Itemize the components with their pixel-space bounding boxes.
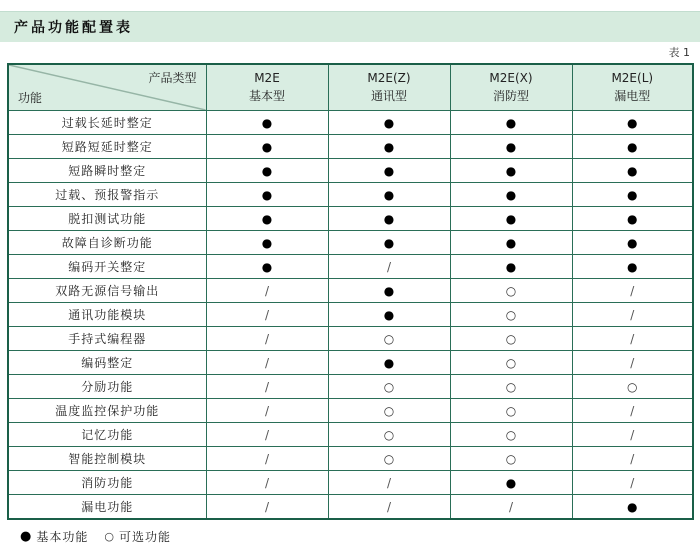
optional-function-circle: ○ xyxy=(450,279,572,303)
basic-function-dot: ● xyxy=(572,207,693,231)
not-available-slash: / xyxy=(328,255,450,279)
basic-function-dot: ● xyxy=(572,111,693,135)
not-available-slash: / xyxy=(572,351,693,375)
basic-function-dot: ● xyxy=(450,255,572,279)
optional-function-circle: ○ xyxy=(572,375,693,399)
page-title-bar xyxy=(0,11,700,42)
basic-function-dot: ● xyxy=(206,159,328,183)
optional-function-circle: ○ xyxy=(450,399,572,423)
optional-function-circle: ○ xyxy=(450,327,572,351)
function-label: 短路短延时整定 xyxy=(8,135,206,159)
table-row xyxy=(8,255,693,279)
not-available-slash: / xyxy=(572,471,693,495)
function-label: 通讯功能模块 xyxy=(8,303,206,327)
basic-function-dot: ● xyxy=(206,111,328,135)
basic-function-dot: ● xyxy=(328,159,450,183)
legend-item-basic xyxy=(20,528,88,545)
basic-function-dot: ● xyxy=(450,183,572,207)
basic-function-dot: ● xyxy=(206,231,328,255)
not-available-slash: / xyxy=(206,447,328,471)
column-header-m2e xyxy=(206,64,328,111)
table-row xyxy=(8,471,693,495)
legend-label-optional: 可选功能 xyxy=(118,530,171,544)
not-available-slash: / xyxy=(206,423,328,447)
header-row xyxy=(8,64,693,111)
column-model: M2E(L) xyxy=(611,71,654,86)
optional-function-circle: ○ xyxy=(450,447,572,471)
function-label: 手持式编程器 xyxy=(8,327,206,351)
basic-function-dot: ● xyxy=(206,183,328,207)
basic-function-dot: ● xyxy=(572,231,693,255)
column-header-m2e-x xyxy=(450,64,572,111)
table-row xyxy=(8,447,693,471)
function-label: 漏电功能 xyxy=(8,495,206,520)
function-label: 温度监控保护功能 xyxy=(8,399,206,423)
optional-function-circle: ○ xyxy=(328,399,450,423)
basic-function-dot: ● xyxy=(206,255,328,279)
not-available-slash: / xyxy=(572,447,693,471)
column-model: M2E(Z) xyxy=(367,71,411,86)
optional-function-circle: ○ xyxy=(328,327,450,351)
not-available-slash: / xyxy=(206,471,328,495)
function-label: 故障自诊断功能 xyxy=(8,231,206,255)
table-row xyxy=(8,399,693,423)
page-title: 产品功能配置表 xyxy=(14,20,133,36)
basic-function-dot: ● xyxy=(328,279,450,303)
function-label: 消防功能 xyxy=(8,471,206,495)
function-label: 双路无源信号输出 xyxy=(8,279,206,303)
optional-function-circle: ○ xyxy=(450,303,572,327)
optional-function-circle: ○ xyxy=(328,423,450,447)
column-type: 漏电型 xyxy=(614,88,651,103)
table-row xyxy=(8,135,693,159)
table-row xyxy=(8,159,693,183)
not-available-slash: / xyxy=(572,303,693,327)
column-header-m2e-l xyxy=(572,64,693,111)
basic-function-dot: ● xyxy=(328,303,450,327)
legend-label-basic: 基本功能 xyxy=(36,530,89,544)
table-row xyxy=(8,183,693,207)
function-label: 过载、预报警指示 xyxy=(8,183,206,207)
not-available-slash: / xyxy=(206,399,328,423)
table-row xyxy=(8,303,693,327)
legend xyxy=(20,528,700,545)
table-row xyxy=(8,231,693,255)
basic-function-dot: ● xyxy=(572,183,693,207)
function-label: 编码整定 xyxy=(8,351,206,375)
filled-dot-symbol: ● xyxy=(20,529,33,544)
basic-function-dot: ● xyxy=(328,231,450,255)
column-model: M2E(X) xyxy=(489,71,533,86)
not-available-slash: / xyxy=(572,279,693,303)
table-row xyxy=(8,207,693,231)
optional-function-circle: ○ xyxy=(450,375,572,399)
optional-function-circle: ○ xyxy=(328,447,450,471)
basic-function-dot: ● xyxy=(328,135,450,159)
table-number-label: 表 1 xyxy=(668,46,690,59)
function-label: 记忆功能 xyxy=(8,423,206,447)
column-model: M2E xyxy=(254,71,280,86)
not-available-slash: / xyxy=(206,495,328,520)
not-available-slash: / xyxy=(572,399,693,423)
optional-function-circle: ○ xyxy=(450,351,572,375)
basic-function-dot: ● xyxy=(328,111,450,135)
basic-function-dot: ● xyxy=(450,159,572,183)
basic-function-dot: ● xyxy=(328,351,450,375)
not-available-slash: / xyxy=(206,351,328,375)
function-label: 分励功能 xyxy=(8,375,206,399)
basic-function-dot: ● xyxy=(572,495,693,520)
table-row xyxy=(8,111,693,135)
basic-function-dot: ● xyxy=(450,111,572,135)
table-row xyxy=(8,375,693,399)
not-available-slash: / xyxy=(572,327,693,351)
not-available-slash: / xyxy=(206,327,328,351)
table-row xyxy=(8,495,693,520)
function-label: 编码开关整定 xyxy=(8,255,206,279)
function-label: 智能控制模块 xyxy=(8,447,206,471)
column-type: 消防型 xyxy=(492,88,529,103)
legend-item-optional xyxy=(104,528,171,545)
function-label: 过载长延时整定 xyxy=(8,111,206,135)
table-row xyxy=(8,423,693,447)
basic-function-dot: ● xyxy=(572,159,693,183)
table-body xyxy=(8,111,693,520)
basic-function-dot: ● xyxy=(328,207,450,231)
basic-function-dot: ● xyxy=(450,135,572,159)
not-available-slash: / xyxy=(206,375,328,399)
open-circle-symbol: ○ xyxy=(104,530,115,543)
basic-function-dot: ● xyxy=(572,135,693,159)
basic-function-dot: ● xyxy=(450,207,572,231)
product-config-table xyxy=(7,63,694,520)
corner-header-cell xyxy=(8,64,206,111)
not-available-slash: / xyxy=(450,495,572,520)
not-available-slash: / xyxy=(328,471,450,495)
not-available-slash: / xyxy=(206,303,328,327)
column-type: 基本型 xyxy=(248,88,285,103)
basic-function-dot: ● xyxy=(572,255,693,279)
optional-function-circle: ○ xyxy=(450,423,572,447)
basic-function-dot: ● xyxy=(206,135,328,159)
basic-function-dot: ● xyxy=(450,471,572,495)
column-type: 通讯型 xyxy=(370,88,407,103)
column-header-m2e-z xyxy=(328,64,450,111)
table-row xyxy=(8,327,693,351)
table-row xyxy=(8,279,693,303)
basic-function-dot: ● xyxy=(328,183,450,207)
basic-function-dot: ● xyxy=(450,231,572,255)
not-available-slash: / xyxy=(572,423,693,447)
not-available-slash: / xyxy=(206,279,328,303)
not-available-slash: / xyxy=(328,495,450,520)
table-row xyxy=(8,351,693,375)
function-label: 脱扣测试功能 xyxy=(8,207,206,231)
optional-function-circle: ○ xyxy=(328,375,450,399)
basic-function-dot: ● xyxy=(206,207,328,231)
corner-label-function: 功能 xyxy=(18,91,43,105)
corner-label-product-type: 产品类型 xyxy=(148,71,197,85)
function-label: 短路瞬时整定 xyxy=(8,159,206,183)
